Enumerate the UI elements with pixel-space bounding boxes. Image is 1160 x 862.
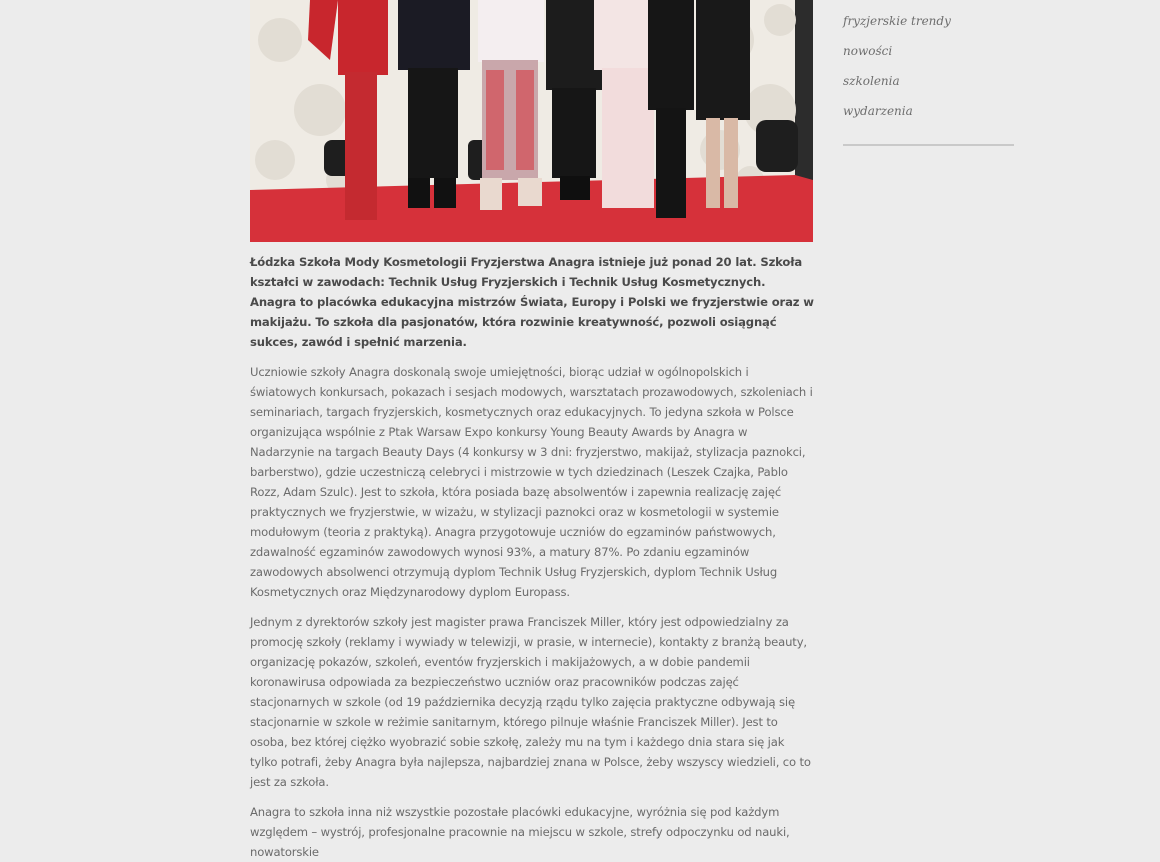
sidebar-categories — [843, 10, 1014, 146]
category-link-nowosci[interactable]: nowości — [843, 44, 893, 58]
article-paragraph: Jednym z dyrektorów szkoły jest magister prawa Franciszek Miller, który jest odpowiedzialny za promocję szkoły (reklamy i wywiady w telewizji, w prasie, w internecie), kontakty z branżą beauty, organizację pokazów, szkoleń, eventów fryzjerskich i makijażowych, a w dobie pandemii koronawirusa odpowiada za bezpieczeństwo uczniów oraz pracowników podczas zajęć stacjonarnych w szkole (od 19 października decyzją rządu tylko zajęcia praktyczne odbywają się stacjonarnie w szkole w reżimie sanitarnym, którego pilnuje właśnie Franciszek Miller). Jest to osoba, bez której ciężko wyobrazić sobie szkołę, zależy mu na tym i każdego dnia stara się jak tylko potrafi, żeby Anagra była najlepsza, najbardziej znana w Polsce, żeby wszyscy wiedzieli, co to jest za szkoła. — [250, 615, 811, 789]
group-photo-illustration — [250, 0, 813, 242]
article — [250, 0, 814, 862]
sidebar-item-wydarzenia — [843, 100, 1014, 130]
article-paragraph: Uczniowie szkoły Anagra doskonalą swoje umiejętności, biorąc udział w ogólnopolskich i światowych konkursach, pokazach i sesjach modowych, warsztatach prozawodowych, szkoleniach i seminariach, targach fryzjerskich, kosmetycznych oraz edukacyjnych. To jedyna szkoła w Polsce organizująca wspólnie z Ptak Warsaw Expo konkursy Young Beauty Awards by Anagra w Nadarzynie na targach Beauty Days (4 konkursy w 3 dni: fryzjerstwo, makijaż, stylizacja paznokci, barberstwo), gdzie uczestniczą celebryci i mistrzowie w tych dziedzinach (Leszek Czajka, Pablo Rozz, Adam Szulc). Jest to szkoła, która posiada bazę absolwentów i zapewnia realizację zajęć praktycznych we fryzjerstwie, w wizażu, w stylizacji paznokci oraz w kosmetologii w systemie modułowym (teoria z praktyką). Anagra przygotowuje uczniów do egzaminów państwowych, zdawalność egzaminów zawodowych wynosi 93%, a matury 87%. Po zdaniu egzaminów zawodowych absolwenci otrzymują dyplom Technik Usług Fryzjerskich, dyplom Technik Usług Kosmetycznych oraz Międzynarodowy dyplom Europass. — [250, 365, 813, 599]
category-list — [843, 10, 1014, 130]
article-paragraph: Anagra to szkoła inna niż wszystkie pozostałe placówki edukacyjne, wyróżnia się pod każdym względem – wystrój, profesjonalne pracownie na miejscu w szkole, strefy odpoczynku od nauki, nowatorskie — [250, 805, 790, 859]
category-link-wydarzenia[interactable]: wydarzenia — [843, 104, 913, 118]
sidebar-item-szkolenia — [843, 70, 1014, 100]
category-link-fryzjerskie-trendy[interactable]: fryzjerskie trendy — [843, 14, 951, 28]
article-lead: Łódzka Szkoła Mody Kosmetologii Fryzjerstwa Anagra istnieje już ponad 20 lat. Szkoła kształci w zawodach: Technik Usług Fryzjerskich i Technik Usług Kosmetycznych. Anagra to placówka edukacyjna mistrzów Świata, Europy i Polski we fryzjerstwie oraz w makijażu. To szkoła dla pasjonatów, która rozwinie kreatywność, pozwoli osiągnąć sukces, zawód i spełnić marzenia. — [250, 255, 814, 349]
sidebar-divider — [843, 144, 1014, 146]
sidebar-item-fryzjerskie-trendy — [843, 10, 1014, 40]
hero-photo — [250, 0, 813, 242]
sidebar-item-nowosci — [843, 40, 1014, 70]
category-link-szkolenia[interactable]: szkolenia — [843, 74, 900, 88]
